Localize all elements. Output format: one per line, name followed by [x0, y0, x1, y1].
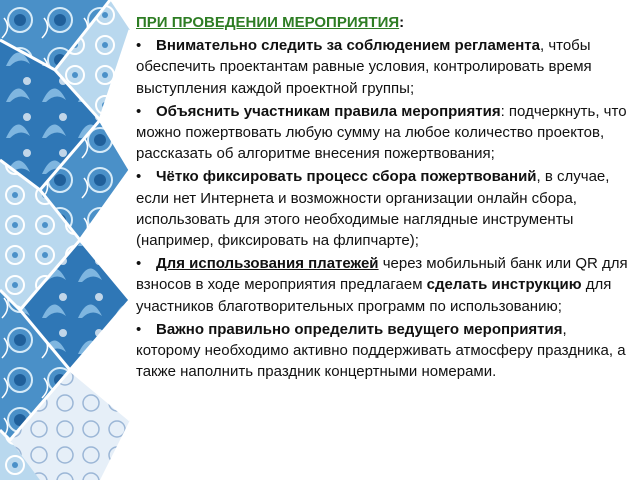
item-bold: Чётко фиксировать процесс сбора пожертвований — [156, 168, 537, 186]
bullet-icon: • — [136, 255, 142, 273]
item-text: , которому необходимо активно поддерживать атмосферу праздника, а также наполнить праздник концертными номерами. — [136, 320, 626, 381]
item-text: , в случае, если нет Интернета и возможности организации онлайн сбора, использовать для этого необходимые наглядные инструменты (например, фиксировать на флипчарте); — [136, 168, 610, 250]
item-bold: Объяснить участникам правила мероприятия — [156, 102, 501, 120]
bullet-icon: • — [136, 168, 142, 186]
bullet-icon: • — [136, 102, 142, 120]
bullet-icon: • — [136, 37, 142, 55]
item-text: , чтобы обеспечить проектантам равные условия, контролировать время выступления каждой проектной группы; — [136, 37, 592, 97]
list-item — [136, 101, 628, 165]
heading-title: ПРИ ПРОВЕДЕНИИ МЕРОПРИЯТИЯ — [136, 14, 400, 31]
item-bold: Для использования платежей — [156, 255, 379, 273]
list-item — [136, 319, 628, 383]
item-text: через мобильный банк или QR для взносов в ходе мероприятия предлагаем — [136, 255, 628, 294]
item-text-2: для участников благотворительных программ по использованию; — [136, 276, 612, 315]
slide-heading — [136, 12, 628, 33]
list-item — [136, 253, 628, 317]
item-text: : подчеркнуть, что можно пожертвовать любую сумму на любое количество проектов, рассказать об алгоритме внесения пожертвования; — [136, 102, 627, 163]
bullet-list — [136, 35, 628, 382]
list-item — [136, 35, 628, 99]
list-item — [136, 166, 628, 251]
slide-content — [136, 12, 628, 384]
bullet-icon: • — [136, 320, 142, 338]
heading-colon: : — [399, 14, 405, 31]
item-bold: Важно правильно определить ведущего мероприятия — [156, 320, 563, 338]
item-bold-2: сделать инструкцию — [426, 276, 582, 294]
item-bold: Внимательно следить за соблюдением регламента — [156, 37, 540, 55]
